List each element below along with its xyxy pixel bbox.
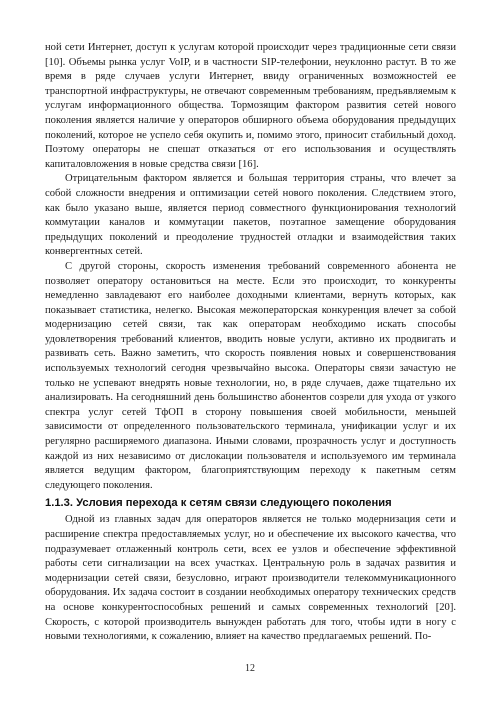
paragraph: С другой стороны, скорость изменения требований современного абонента не позволяет оператору остановиться на месте. Если это происходит, то конкуренты немедленно завладевают его наиболее доходными клиентами, вернуть которых, как показывает статистика, нелегко. Высокая межоператорская конкуренция влечет за собой модернизацию сетей связи, так как операторам необходимо искать способы удовлетворения требований клиентов, вводить новые услуги, активно их продвигать и развивать сеть. Важно заметить, что скорость появления новых и совершенствования используемых технологий сегодня чрезвычайно высока. Операторы связи зачастую не только не успевают внедрять новые технологии, но, в ряде случаев, даже тщательно их анализировать. На сегодняшний день большинство абонентов созрели для ухода от узкого спектра услуг сетей ТфОП в сторону повышения своей мобильности, меньшей зависимости от определенного пользовательского терминала, унификации услуг и их регулярно расширяемого диапазона. Иными словами, прозрачность услуг и доступность каждой из них независимо от дислокации пользователя и используемого им терминала является ведущим фактором, благоприятствующим переходу к пакетным сетям следующего поколения. (45, 260, 456, 491)
section-heading: 1.1.3. Условия перехода к сетям связи следующего поколения (45, 497, 392, 510)
paragraph-continued: ной сети Интернет, доступ к услугам которой происходит через традиционные сети связи [10]. Объемы рынка услуг VoIP, и в частности SIP-телефонии, неуклонно растут. В то же время в ряде случаев услуги Интернет, ввиду ограниченных возможностей ее транспортной инфраструктуры, не отвечают современным требованиям, предъявляемым к услугам информационного общества. Тормозящим фактором развития сетей нового поколения является наличие у операторов обширного объема оборудования предыдущих поколений, которое не успело себя окупить и, помимо этого, приносит стабильный доход. Поэтому операторы не спешат отказаться от его использования и осуществлять капиталовложения в новые средства связи [16]. (45, 42, 456, 170)
paragraph: Отрицательным фактором является и большая территория страны, что влечет за собой сложности внедрения и оптимизации сетей нового поколения. Следствием этого, как было указано выше, является период совместного функционирования технологий коммутации каналов и коммутации пакетов, поэтапное замещение оборудования предыдущих поколений и преодоление трудностей отладки и взаимодействия таких конвергентных сетей. (45, 173, 456, 258)
body-text (45, 41, 456, 645)
paragraph: Одной из главных задач для операторов является не только модернизация сети и расширение спектра предоставляемых услуг, но и обеспечение их высокого качества, что подразумевает отлаженный контроль сети, всех ее узлов и обеспечение эффективной работы сети сигнализации на всех участках. Центральную роль в задачах развития и модернизации сетей связи, безусловно, играют производители телекоммуникационного оборудования. Их задача состоит в создании необходимых оператору технических средств на основе конкурентоспособных решений и самых современных технологий [20]. Скорость, с которой производитель вынужден работать для того, чтобы идти в ногу с новыми технологиями, к сожалению, влияет на качество предлагаемых решений. По- (45, 514, 456, 643)
page-number: 12 (245, 663, 255, 674)
